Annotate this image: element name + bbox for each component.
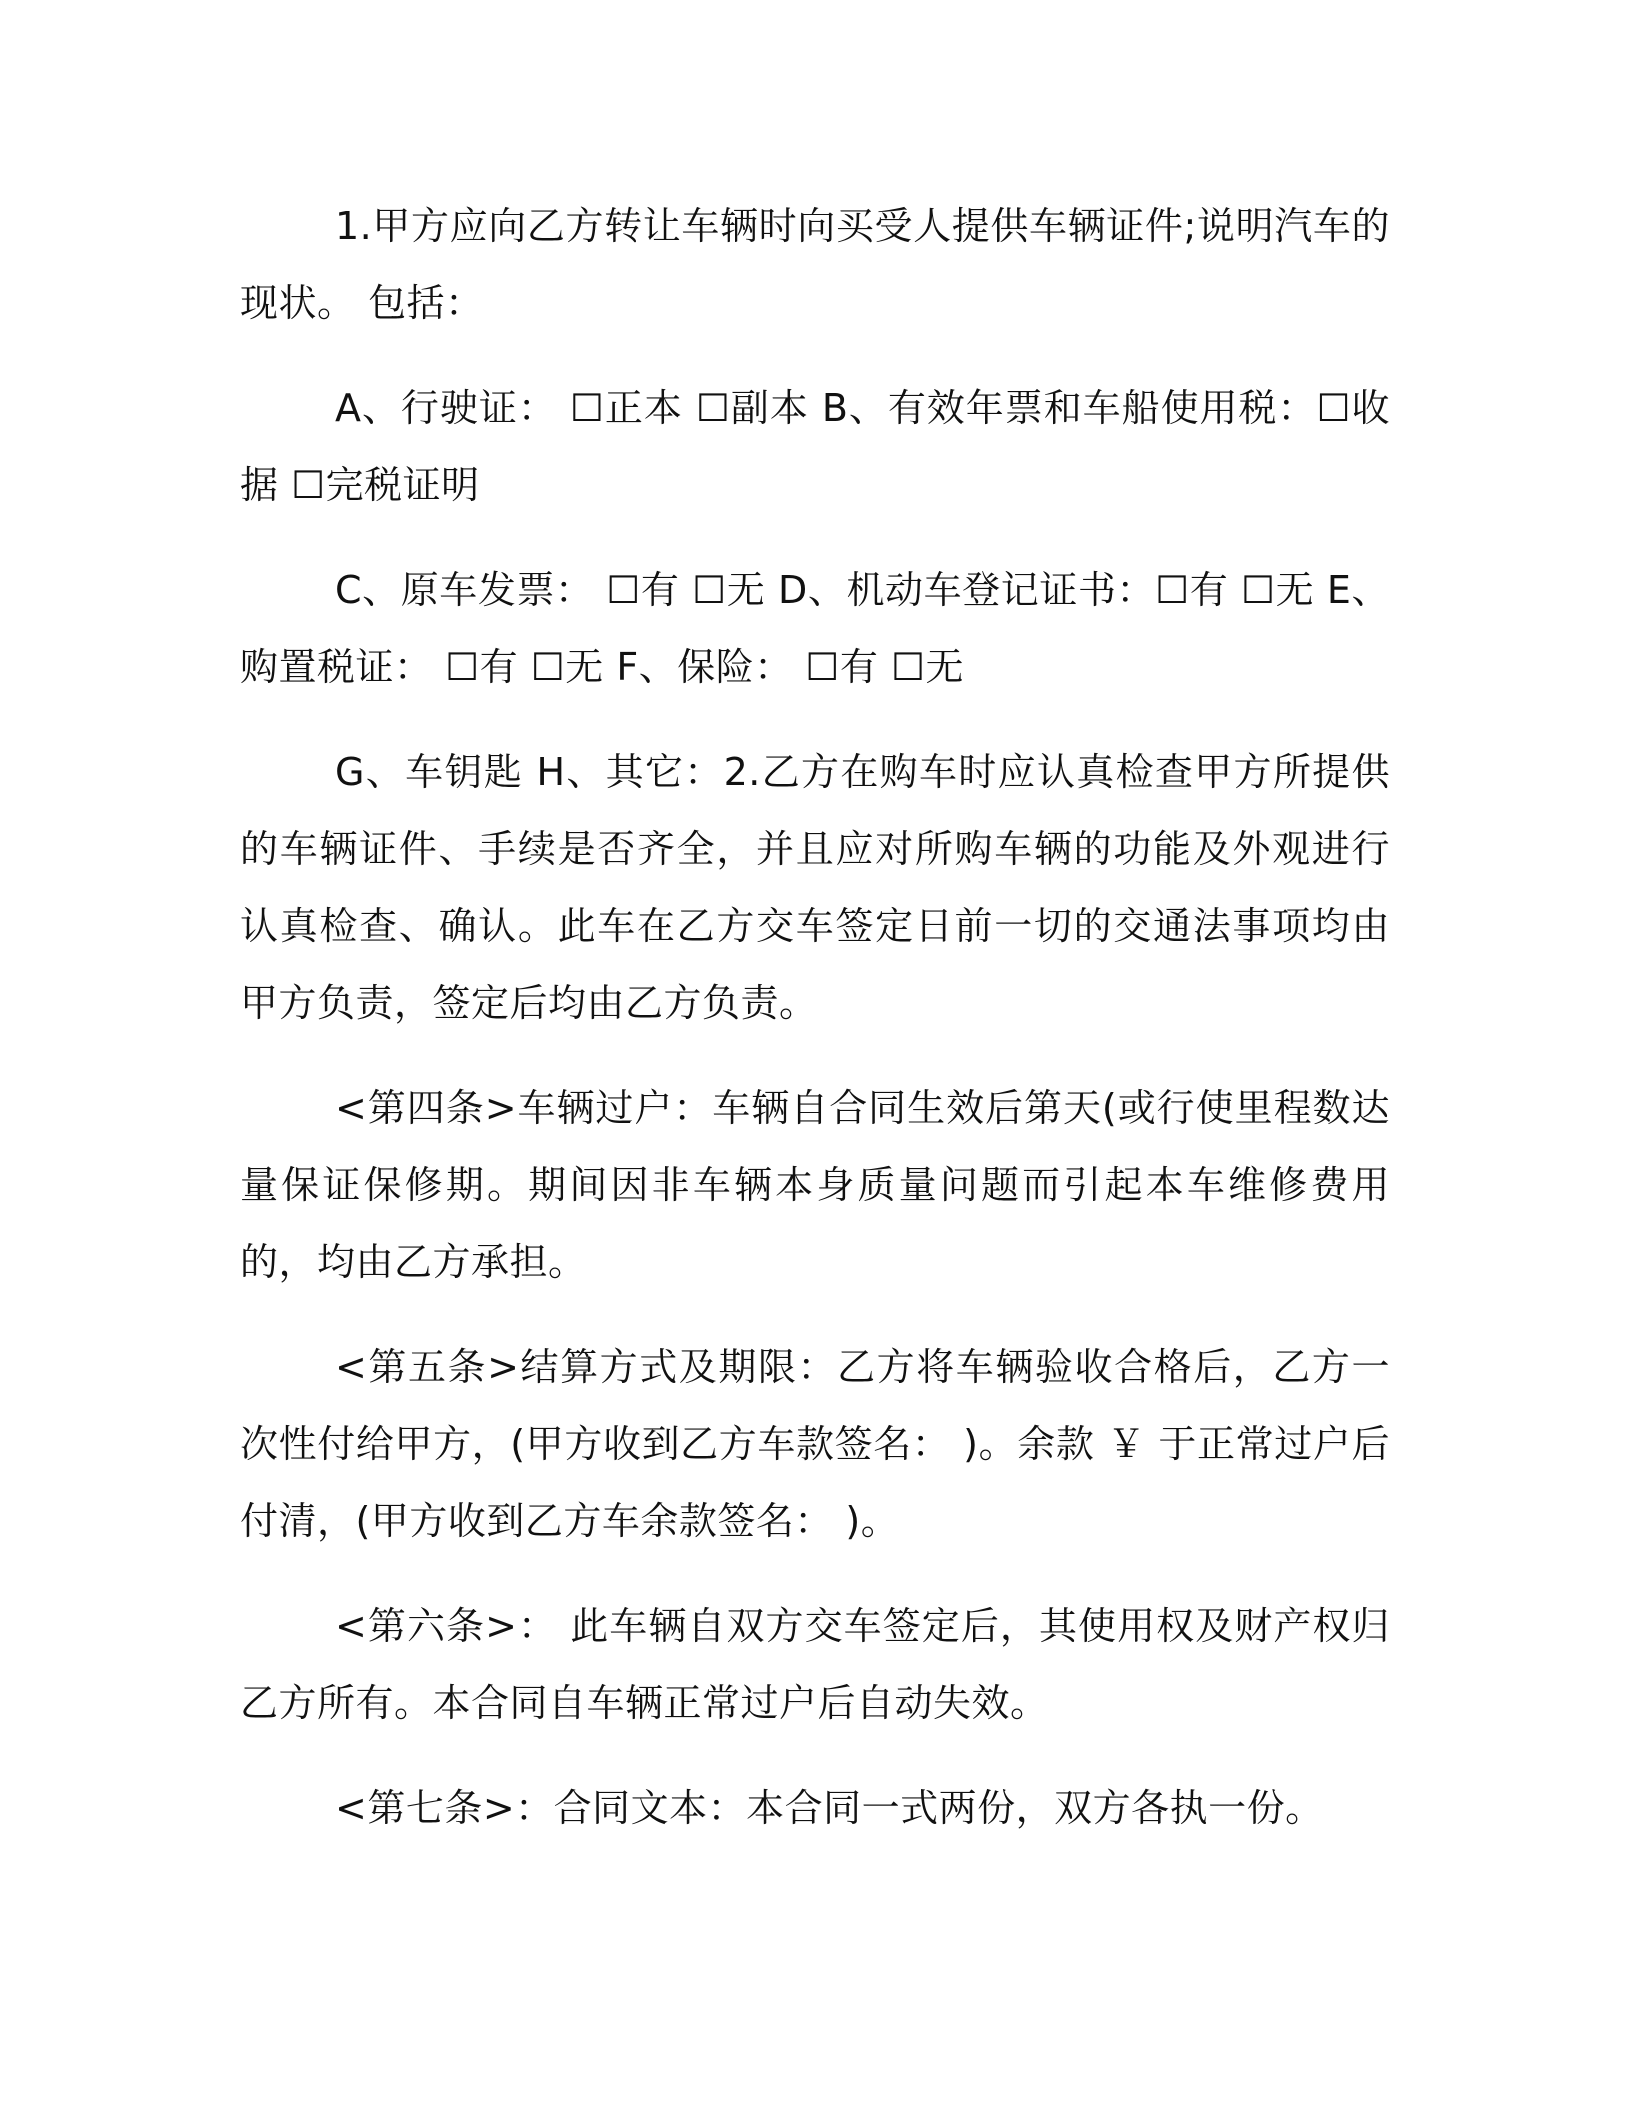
contract-body	[240, 188, 1390, 1875]
clause-1-documents: 1.甲方应向乙方转让车辆时向买受人提供车辆证件;说明汽车的现状。 包括：	[240, 204, 1390, 325]
article-5-settlement: <第五条>结算方式及期限：乙方将车辆验收合格后，乙方一次性付给甲方，(甲方收到乙方车款签名： )。余款 ￥ 于正常过户后付清，(甲方收到乙方车余款签名： )。	[240, 1345, 1390, 1543]
item-g-h-and-clause-2: G、车钥匙 H、其它：2.乙方在购车时应认真检查甲方所提供的车辆证件、手续是否齐全，并且应对所购车辆的功能及外观进行认真检查、确认。此车在乙方交车签定日前一切的交通法事项均由甲方负责，签定后均由乙方负责。	[240, 750, 1390, 1025]
article-4-transfer: <第四条>车辆过户：车辆自合同生效后第天(或行使里程数达量保证保修期。期间因非车辆本身质量问题而引起本车维修费用的，均由乙方承担。	[240, 1086, 1390, 1284]
item-a-b-license-tax: A、行驶证： ☐正本 ☐副本 B、有效年票和车船使用税：☐收据 ☐完税证明	[240, 386, 1390, 507]
article-6-ownership: <第六条>： 此车辆自双方交车签定后，其使用权及财产权归乙方所有。本合同自车辆正常过户后自动失效。	[240, 1604, 1390, 1725]
article-7-copies: <第七条>：合同文本：本合同一式两份，双方各执一份。	[335, 1786, 1324, 1830]
item-c-f-invoice-registration-insurance: C、原车发票： ☐有 ☐无 D、机动车登记证书：☐有 ☐无 E、购置税证： ☐有 ☐无 F、保险： ☐有 ☐无	[240, 568, 1390, 689]
